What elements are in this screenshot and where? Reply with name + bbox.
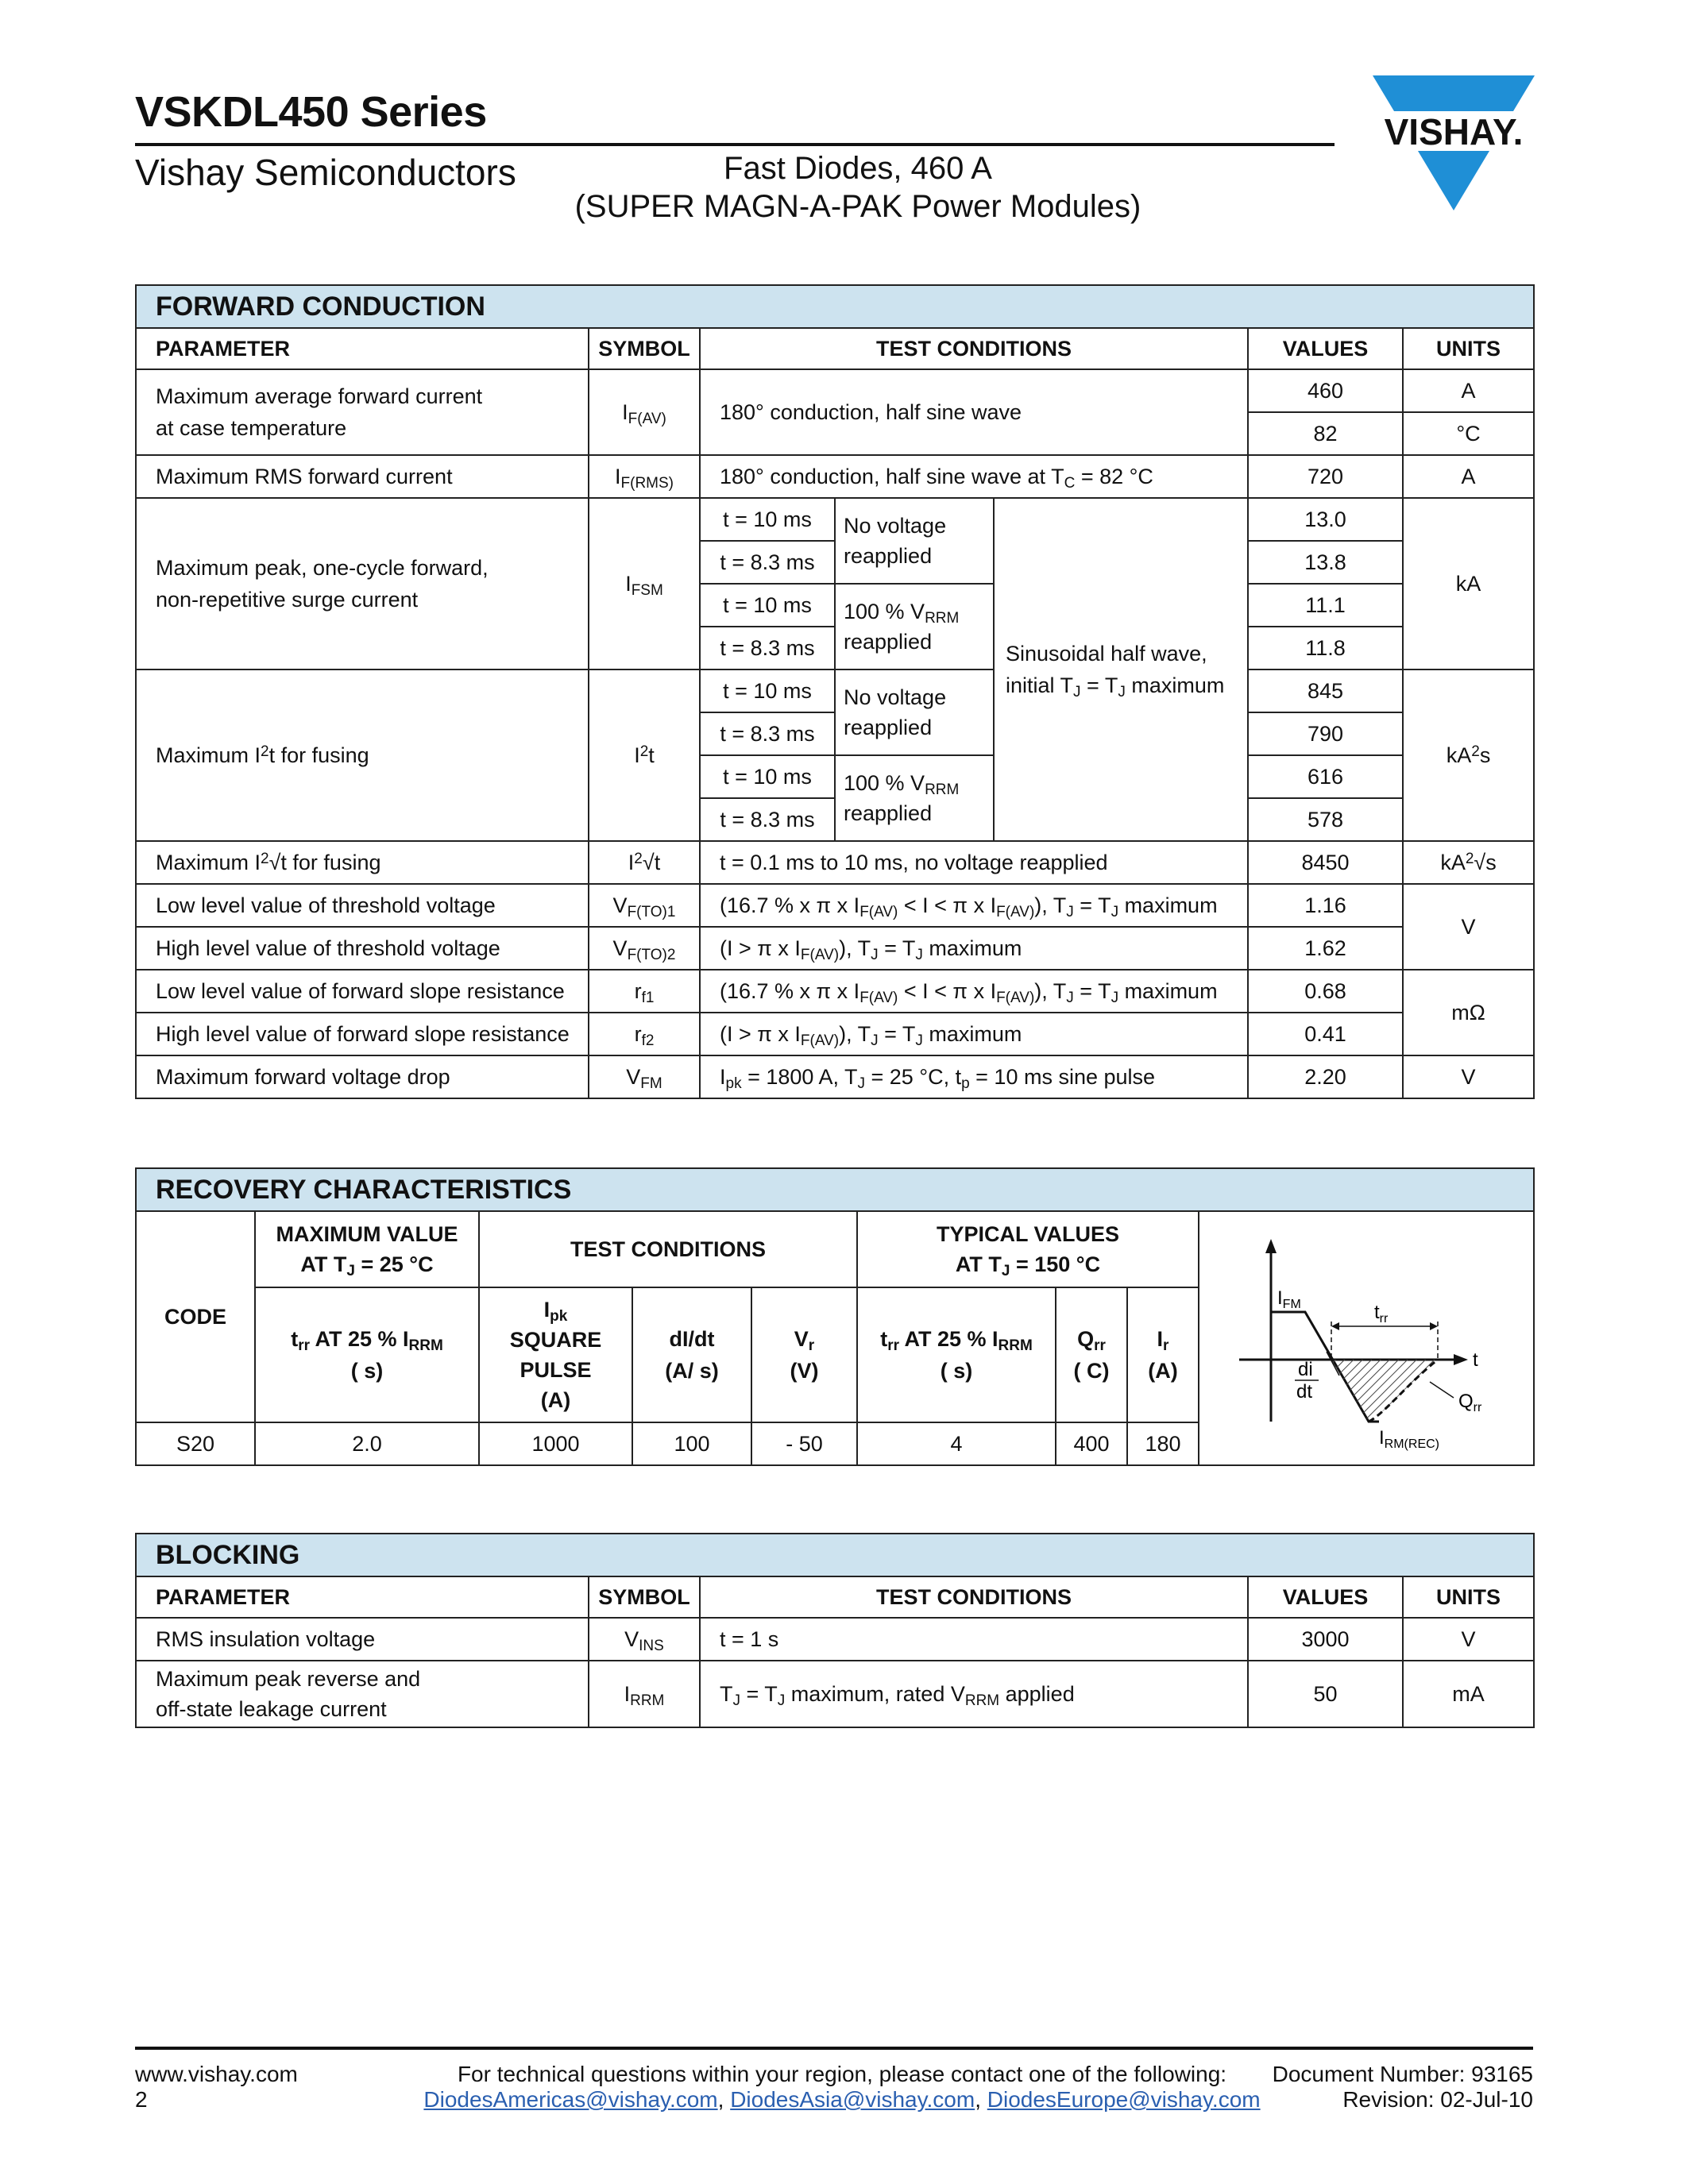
header-units: UNITS [1403, 328, 1534, 369]
param-cell: Maximum forward voltage drop [136, 1055, 589, 1098]
param-cell: Maximum average forward current at case temperature [136, 369, 589, 455]
value-cell: 400 [1056, 1422, 1127, 1465]
value-cell: 1.62 [1248, 927, 1403, 970]
condition-cell: $T_J = T_J$ maximum, rated $V_{RRM}$ applied [700, 1661, 1248, 1727]
email-europe-link[interactable]: DiodesEurope@vishay.com [987, 2087, 1261, 2112]
header-test-conditions: TEST CONDITIONS [479, 1211, 857, 1287]
table-row [136, 1661, 1534, 1727]
condition-cell: (16.7 % x π x $I_{F(AV)} < I < \pi$ x $I_{F(AV)}$), $T_J = T_J$ maximum [700, 884, 1248, 927]
param-cell: Maximum peak, one-cycle forward, non-repetitive surge current [136, 498, 589, 669]
value-cell: 100 [632, 1422, 751, 1465]
email-asia-link[interactable]: DiodesAsia@vishay.com [730, 2087, 975, 2112]
revision: Revision: 02-Jul-10 [1342, 2087, 1533, 2112]
value-cell: 460 [1248, 369, 1403, 412]
table-header-row [136, 1211, 1534, 1287]
vishay-logo [1366, 75, 1541, 210]
blocking-table [135, 1533, 1535, 1728]
symbol-cell: $V_{INS}$ [589, 1618, 700, 1661]
table-row [136, 1013, 1534, 1055]
value-cell: 1.16 [1248, 884, 1403, 927]
forward-conduction-table [135, 284, 1535, 1099]
reapply-cell: No voltage reapplied [835, 498, 994, 584]
table-header-row [136, 328, 1534, 369]
symbol-cell: $I_{RRM}$ [589, 1661, 700, 1727]
footer-rule [135, 2047, 1533, 2050]
value-cell: 720 [1248, 455, 1403, 498]
time-cell: t = 10 ms [700, 755, 835, 798]
unit-cell: V [1403, 1618, 1534, 1661]
header-values: VALUES [1248, 328, 1403, 369]
qrr-leader [1430, 1382, 1454, 1398]
condition-cell: 180° conduction, half sine wave [700, 369, 1248, 455]
condition-cell: t = 1 s [700, 1618, 1248, 1661]
table-row [136, 498, 1534, 541]
param-cell: Low level value of forward slope resistance [136, 970, 589, 1013]
dt-label: dt [1296, 1380, 1313, 1403]
condition-cell: t = 0.1 ms to 10 ms, no voltage reapplied [700, 841, 1248, 884]
product-line-1: Fast Diodes, 460 A [724, 151, 992, 186]
header-typical-values: TYPICAL VALUES AT $T_J = 150$ °C [857, 1211, 1199, 1287]
time-cell: t = 10 ms [700, 498, 835, 541]
param-cell: High level value of forward slope resistance [136, 1013, 589, 1055]
trr-right-arrow-icon [1430, 1322, 1438, 1330]
section-title-forward: FORWARD CONDUCTION [136, 285, 1534, 328]
value-cell: 616 [1248, 755, 1403, 798]
unit-cell: $kA^2√s$ [1403, 841, 1534, 884]
header-didt: dI/dt (A/ s) [632, 1287, 751, 1422]
time-cell: t = 10 ms [700, 584, 835, 627]
header-trr-typ: $t_{rr}$ AT 25 % $I_{RRM}$ ( s) [857, 1287, 1056, 1422]
value-cell: 3000 [1248, 1618, 1403, 1661]
contact-note: For technical questions within your region, please contact one of the following: [457, 2062, 1227, 2086]
unit-cell: mΩ [1403, 970, 1534, 1055]
value-cell: 2.0 [255, 1422, 479, 1465]
param-cell: Maximum peak reverse and off-state leakage current [136, 1661, 589, 1727]
param-cell: Maximum RMS forward current [136, 455, 589, 498]
section-title-recovery: RECOVERY CHARACTERISTICS [136, 1168, 1534, 1211]
condition-cell: (I > π x $I_{F(AV)}$), $T_J = T_J$ maximum [700, 927, 1248, 970]
header-ipk: $I_{pk}$ SQUARE PULSE (A) [479, 1287, 632, 1422]
symbol-cell: $I_{F(AV)}$ [589, 369, 700, 455]
header-values: VALUES [1248, 1576, 1403, 1618]
logo-text: VISHAY. [1384, 111, 1524, 152]
table-row [136, 669, 1534, 712]
time-cell: t = 8.3 ms [700, 798, 835, 841]
header-code: CODE [136, 1211, 255, 1422]
table-row [136, 1618, 1534, 1661]
unit-cell: V [1403, 884, 1534, 970]
product-description [524, 149, 1192, 226]
qrr-label: $Q_{rr}$ [1458, 1390, 1482, 1414]
symbol-cell: $r_{f2}$ [589, 1013, 700, 1055]
t-axis-label: t [1473, 1349, 1478, 1371]
value-cell: 13.0 [1248, 498, 1403, 541]
param-cell: RMS insulation voltage [136, 1618, 589, 1661]
section-title-blocking: BLOCKING [136, 1534, 1534, 1576]
unit-cell: A [1403, 369, 1534, 412]
header-symbol: SYMBOL [589, 1576, 700, 1618]
recovery-table [135, 1167, 1535, 1466]
table-header-row [136, 1576, 1534, 1618]
param-cell: Maximum $I^2√t$ for fusing [136, 841, 589, 884]
header-ir: $I_r$ (A) [1127, 1287, 1199, 1422]
unit-cell: $kA^2s$ [1403, 669, 1534, 841]
symbol-cell: $V_{F(TO)1}$ [589, 884, 700, 927]
website-link[interactable]: www.vishay.com [135, 2062, 298, 2086]
reverse-recovery-diagram [1199, 1217, 1535, 1455]
value-cell: 180 [1127, 1422, 1199, 1465]
x-axis-arrow-icon [1454, 1354, 1468, 1365]
value-cell: 0.68 [1248, 970, 1403, 1013]
irm-label: $I_{RM(REC)}$ [1379, 1426, 1439, 1451]
value-cell: 50 [1248, 1661, 1403, 1727]
document-number: Document Number: 93165 [1272, 2062, 1533, 2086]
page-number: 2 [135, 2087, 148, 2112]
header-test-conditions: TEST CONDITIONS [700, 328, 1248, 369]
qrr-area [1331, 1360, 1438, 1422]
symbol-cell: $I^2t$ [589, 669, 700, 841]
symbol-cell: $I_{FSM}$ [589, 498, 700, 669]
value-cell: 0.41 [1248, 1013, 1403, 1055]
unit-cell: A [1403, 455, 1534, 498]
value-cell: 2.20 [1248, 1055, 1403, 1098]
header-rule [135, 143, 1335, 146]
symbol-cell: $V_{F(TO)2}$ [589, 927, 700, 970]
recovery-diagram-cell [1199, 1211, 1534, 1465]
symbol-cell: $I^2√t$ [589, 841, 700, 884]
unit-cell: V [1403, 1055, 1534, 1098]
header-test-conditions: TEST CONDITIONS [700, 1576, 1248, 1618]
ifm-label: $I_{FM}$ [1277, 1287, 1301, 1311]
header-vr: $V_r$ (V) [751, 1287, 857, 1422]
condition-cell: $I_{pk} = 1800$ A, $T_J = 25$ °C, $t_p = 10$ ms sine pulse [700, 1055, 1248, 1098]
table-row [136, 841, 1534, 884]
value-cell: 845 [1248, 669, 1403, 712]
reapply-cell: 100 % $V_{RRM}$ reapplied [835, 755, 994, 841]
header-symbol: SYMBOL [589, 328, 700, 369]
condition-cell: (16.7 % x π x $I_{F(AV)} < I < \pi$ x $I_{F(AV)}$), $T_J = T_J$ maximum [700, 970, 1248, 1013]
value-cell: 790 [1248, 712, 1403, 755]
code-cell: S20 [136, 1422, 255, 1465]
unit-cell: kA [1403, 498, 1534, 669]
di-label: di [1298, 1358, 1313, 1380]
brand-subtitle: Vishay Semiconductors [135, 152, 516, 193]
table-row [136, 884, 1534, 927]
param-cell: High level value of threshold voltage [136, 927, 589, 970]
value-cell: 82 [1248, 412, 1403, 455]
header-max-value: MAXIMUM VALUE AT $T_J = 25$ °C [255, 1211, 479, 1287]
time-cell: t = 8.3 ms [700, 627, 835, 669]
sinusoidal-cell: Sinusoidal half wave, initial $T_J = T_J$ maximum [994, 498, 1248, 841]
symbol-cell: $r_{f1}$ [589, 970, 700, 1013]
value-cell: 11.1 [1248, 584, 1403, 627]
param-cell: Maximum $I^2t$ for fusing [136, 669, 589, 841]
time-cell: t = 8.3 ms [700, 541, 835, 584]
y-axis-arrow-icon [1265, 1239, 1277, 1253]
value-cell: 13.8 [1248, 541, 1403, 584]
reapply-cell: 100 % $V_{RRM}$ reapplied [835, 584, 994, 669]
table-row [136, 970, 1534, 1013]
symbol-cell: $I_{F(RMS)}$ [589, 455, 700, 498]
condition-cell: (I > π x $I_{F(AV)}$), $T_J = T_J$ maximum [700, 1013, 1248, 1055]
value-cell: - 50 [751, 1422, 857, 1465]
table-row [136, 369, 1534, 412]
condition-cell: 180° conduction, half sine wave at $T_C = 82$ °C [700, 455, 1248, 498]
value-cell: 11.8 [1248, 627, 1403, 669]
trr-label: $t_{rr}$ [1374, 1301, 1389, 1325]
value-cell: 8450 [1248, 841, 1403, 884]
time-cell: t = 10 ms [700, 669, 835, 712]
product-line-2: (SUPER MAGN-A-PAK Power Modules) [574, 189, 1141, 224]
value-cell: 1000 [479, 1422, 632, 1465]
reapply-cell: No voltage reapplied [835, 669, 994, 755]
symbol-cell: $V_{FM}$ [589, 1055, 700, 1098]
header-trr-max: $t_{rr}$ AT 25 % $I_{RRM}$ ( s) [255, 1287, 479, 1422]
trr-left-arrow-icon [1331, 1322, 1339, 1330]
header-parameter: PARAMETER [136, 328, 589, 369]
table-row [136, 927, 1534, 970]
param-cell: Low level value of threshold voltage [136, 884, 589, 927]
document-title: VSKDL450 Series [135, 88, 487, 136]
time-cell: t = 8.3 ms [700, 712, 835, 755]
header-parameter: PARAMETER [136, 1576, 589, 1618]
value-cell: 578 [1248, 798, 1403, 841]
email-americas-link[interactable]: DiodesAmericas@vishay.com [423, 2087, 718, 2112]
unit-cell: °C [1403, 412, 1534, 455]
table-row [136, 1055, 1534, 1098]
unit-cell: mA [1403, 1661, 1534, 1727]
value-cell: 4 [857, 1422, 1056, 1465]
header-qrr: $Q_{rr}$ ( C) [1056, 1287, 1127, 1422]
header-units: UNITS [1403, 1576, 1534, 1618]
contact-emails: DiodesAmericas@vishay.com, DiodesAsia@vishay.com, DiodesEurope@vishay.com [423, 2087, 1261, 2112]
table-row [136, 455, 1534, 498]
